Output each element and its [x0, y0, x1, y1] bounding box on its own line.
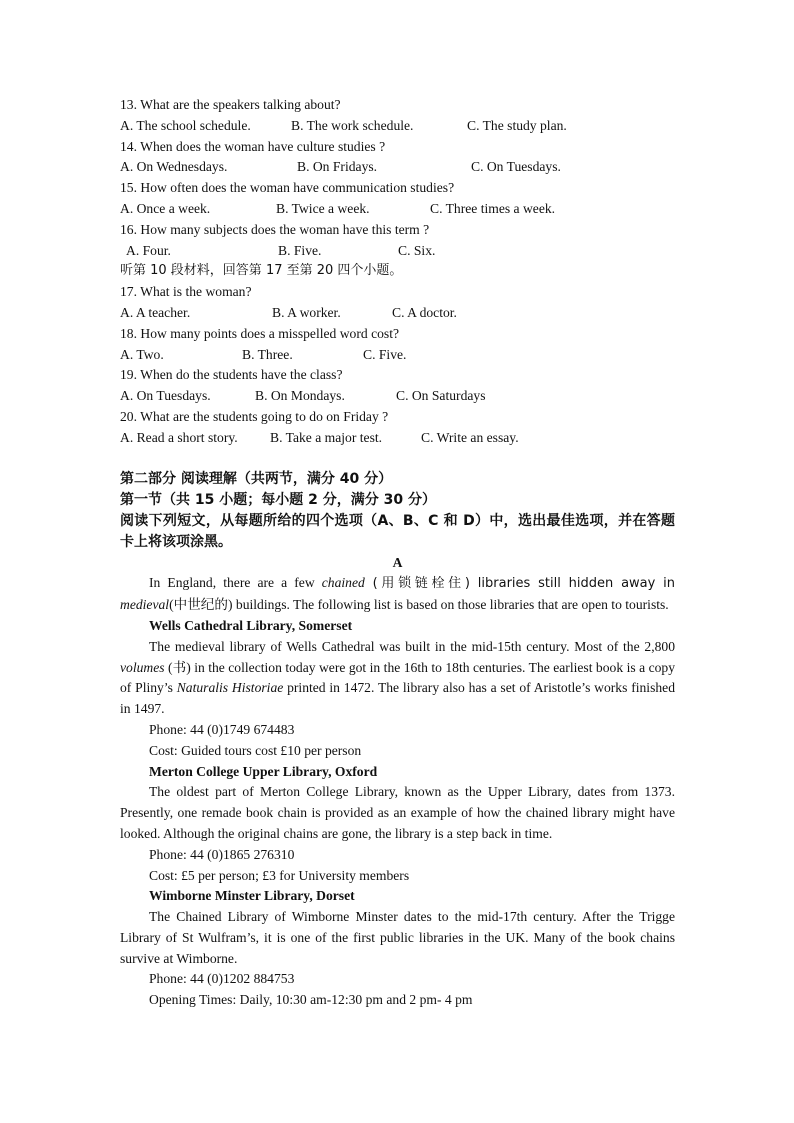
option-b: B. On Fridays. — [297, 159, 378, 175]
option-b: B. Take a major test. — [270, 429, 383, 445]
library-text-wells: The medieval library of Wells Cathedral was built in the mid-15th century. Most of the 2,800 volumes (书) in the collection today were got in the 16th to 18th centuries. The earliest book is a copy of Pliny’s Naturalis Historiae printed in 1472. The library also has a set of Aristotle’s works finished in 1497. — [120, 638, 676, 717]
library-cost-wells: Cost: Guided tours cost £10 per person — [149, 742, 362, 758]
question-options — [120, 241, 675, 262]
question-options — [120, 303, 675, 324]
option-a: A. Read a short story. — [120, 429, 238, 445]
option-a: A. Two. — [120, 346, 164, 362]
question-stem: 19. When do the students have the class? — [120, 367, 343, 383]
option-b: B. The work schedule. — [291, 117, 414, 133]
option-a: A. A teacher. — [120, 304, 191, 320]
option-b: B. A worker. — [272, 304, 341, 320]
question-options — [120, 199, 675, 220]
option-c: C. On Tuesdays. — [471, 159, 561, 175]
library-text-wimborne: The Chained Library of Wimborne Minster dates to the mid-17th century. After the Trigge Library of St Wulfram’s, it is one of the first public libraries in the UK. Many of the book chains survive at Wimborne. — [120, 909, 675, 966]
library-title-wells: Wells Cathedral Library, Somerset — [149, 617, 353, 633]
option-b: B. Three. — [242, 346, 293, 362]
library-text-merton: The oldest part of Merton College Library, known as the Upper Library, dates from 1373. Presently, one remade book chain is provided as an example of how the chained library might have looked. Although the original chains are gone, the library is a step back in time. — [120, 784, 675, 841]
document-page — [120, 95, 675, 1011]
question-stem: 18. How many points does a misspelled word cost? — [120, 325, 400, 341]
question-options — [120, 157, 675, 178]
passage-label: A — [392, 554, 403, 570]
question-stem: 15. How often does the woman have communication studies? — [120, 180, 455, 196]
option-b: B. On Mondays. — [255, 388, 345, 404]
option-b: B. Twice a week. — [276, 200, 370, 216]
option-a: A. The school schedule. — [120, 117, 251, 133]
option-c: C. A doctor. — [392, 304, 457, 320]
option-b: B. Five. — [278, 242, 322, 258]
question-stem: 16. How many subjects does the woman have this term ? — [120, 221, 430, 237]
question-stem: 17. What is the woman? — [120, 284, 252, 300]
option-c: C. Six. — [398, 242, 436, 258]
option-c: C. Three times a week. — [430, 200, 556, 216]
option-a: A. Once a week. — [120, 200, 211, 216]
library-title-merton: Merton College Upper Library, Oxford — [149, 763, 378, 779]
part-heading: 第二部分 阅读理解（共两节，满分 40 分） — [120, 470, 393, 487]
library-phone-merton: Phone: 44 (0)1865 276310 — [149, 846, 295, 862]
library-hours-wimborne: Opening Times: Daily, 10:30 am-12:30 pm and 2 pm- 4 pm — [149, 992, 473, 1008]
question-options — [120, 345, 675, 366]
library-phone-wimborne: Phone: 44 (0)1202 884753 — [149, 971, 295, 987]
question-stem: 14. When does the woman have culture studies ? — [120, 138, 386, 154]
question-options — [120, 428, 675, 449]
option-c: C. The study plan. — [467, 117, 567, 133]
option-a: A. Four. — [126, 242, 171, 258]
question-options — [120, 386, 675, 407]
option-a: A. On Tuesdays. — [120, 388, 211, 404]
library-title-wimborne: Wimborne Minster Library, Dorset — [149, 888, 355, 904]
option-c: C. On Saturdays — [396, 388, 486, 404]
passage-intro: In England, there are a few chained (用锁链栓住) libraries still hidden away in medieval(中世纪的) buildings. The following list is based on those libraries that are open to tourists. — [120, 575, 676, 613]
question-stem: 13. What are the speakers talking about? — [120, 97, 341, 112]
section-heading: 第一节（共 15 小题；每小题 2 分，满分 30 分） — [120, 491, 436, 508]
library-phone-wells: Phone: 44 (0)1749 674483 — [149, 721, 295, 737]
listening-questions — [120, 95, 675, 449]
question-stem: 20. What are the students going to do on Friday ? — [120, 408, 389, 424]
listening-instruction: 听第 10 段材料，回答第 17 至第 20 四个小题。 — [120, 263, 403, 279]
option-a: A. On Wednesdays. — [120, 159, 228, 175]
instruction: 阅读下列短文，从每题所给的四个选项（A、B、C 和 D）中，选出最佳选项，并在答题卡上将该项涂黑。 — [120, 512, 675, 550]
option-c: C. Write an essay. — [421, 429, 519, 445]
library-cost-merton: Cost: £5 per person; £3 for University members — [149, 867, 410, 883]
option-c: C. Five. — [363, 346, 407, 362]
question-options — [120, 116, 675, 137]
